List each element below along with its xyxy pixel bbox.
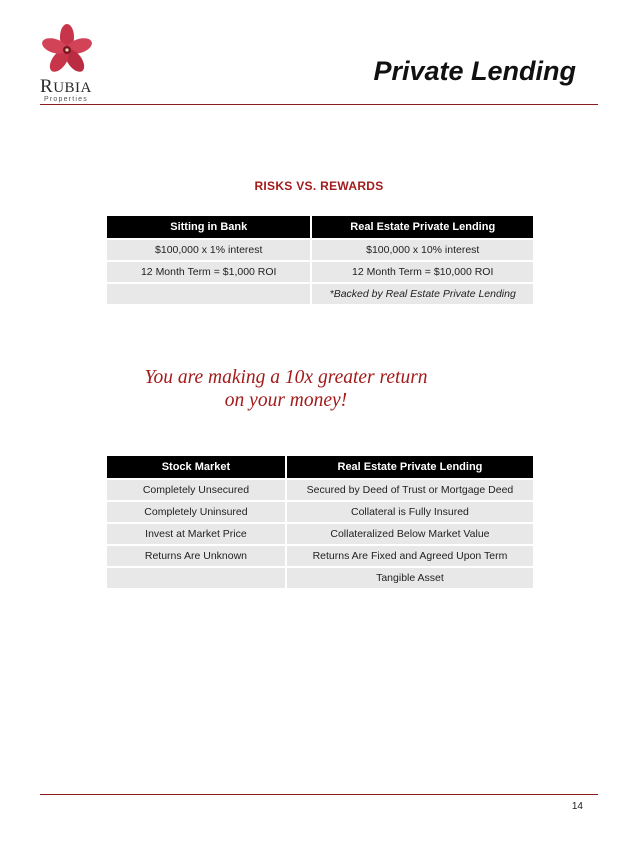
- table-header-row: [107, 456, 533, 479]
- table-row: [107, 239, 533, 261]
- table-row: [107, 567, 533, 588]
- column-header: Stock Market: [107, 456, 286, 479]
- table-cell: Tangible Asset: [286, 567, 533, 588]
- tagline-line-2: on your money!: [224, 390, 348, 411]
- table-row: [107, 479, 533, 501]
- section-heading: RISKS VS. REWARDS: [254, 179, 384, 193]
- column-header: Sitting in Bank: [107, 216, 311, 239]
- table-cell: [107, 567, 286, 588]
- table-cell: Returns Are Fixed and Agreed Upon Term: [286, 545, 533, 567]
- bank-vs-lending-table: [107, 216, 533, 304]
- flower-logo-icon: [40, 24, 94, 76]
- table-cell: $100,000 x 10% interest: [311, 239, 533, 261]
- table-row: [107, 545, 533, 567]
- tagline-line-1: You are making a 10x greater return: [144, 367, 428, 388]
- table-cell: $100,000 x 1% interest: [107, 239, 311, 261]
- page-number: 14: [571, 801, 583, 812]
- table-row: [107, 523, 533, 545]
- table-row: [107, 501, 533, 523]
- table-cell: 12 Month Term = $10,000 ROI: [311, 261, 533, 283]
- table-cell: Invest at Market Price: [107, 523, 286, 545]
- table-cell: Returns Are Unknown: [107, 545, 286, 567]
- company-logo: [34, 24, 104, 104]
- stock-vs-lending-table: [107, 456, 533, 588]
- table-cell: 12 Month Term = $1,000 ROI: [107, 261, 311, 283]
- tagline: [100, 366, 472, 412]
- table-cell-note: *Backed by Real Estate Private Lending: [311, 283, 533, 304]
- logo-subtitle: Properties: [44, 96, 88, 103]
- table-cell: Collateral is Fully Insured: [286, 501, 533, 523]
- table-cell: Completely Unsecured: [107, 479, 286, 501]
- table-row: [107, 261, 533, 283]
- table-cell: Collateralized Below Market Value: [286, 523, 533, 545]
- header-divider: [40, 104, 598, 105]
- table-cell: Completely Uninsured: [107, 501, 286, 523]
- column-header: Real Estate Private Lending: [311, 216, 533, 239]
- table-cell: Secured by Deed of Trust or Mortgage Deed: [286, 479, 533, 501]
- column-header: Real Estate Private Lending: [286, 456, 533, 479]
- table-cell: [107, 283, 311, 304]
- table-header-row: [107, 216, 533, 239]
- logo-wordmark: RUBIA: [40, 76, 92, 97]
- footer-divider: [40, 794, 598, 795]
- table-row: [107, 283, 533, 304]
- page-title: Private Lending: [373, 56, 576, 86]
